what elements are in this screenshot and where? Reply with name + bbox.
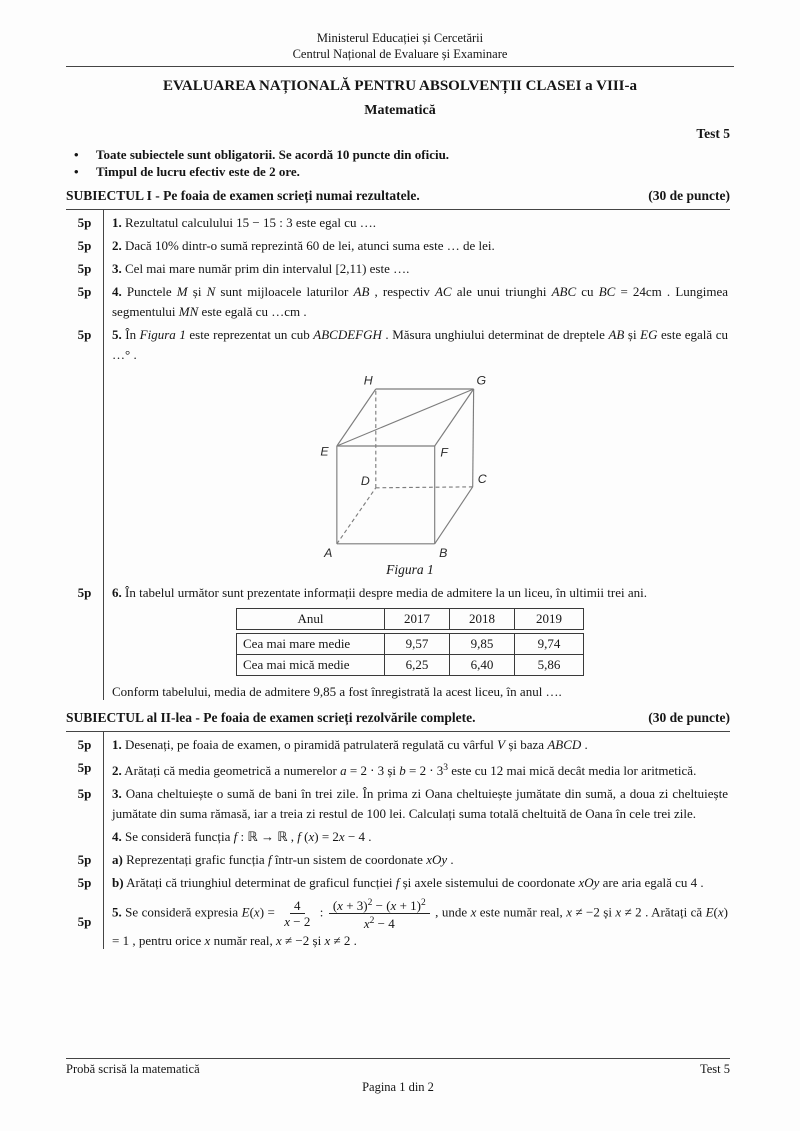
table-cell: Cea mai mare medie bbox=[237, 634, 385, 655]
figure-row bbox=[66, 368, 730, 580]
cube-edge-ad-dashed bbox=[337, 488, 376, 544]
item-row bbox=[66, 682, 730, 702]
points-cell bbox=[66, 827, 103, 847]
table-cell: 9,85 bbox=[450, 634, 515, 655]
item-row bbox=[66, 213, 730, 233]
item-text: 5. În Figura 1 este reprezentat un cub ABCDEFGH . Măsura unghiului determinat de dreptele AB și EG este egală cu …° . bbox=[112, 327, 728, 362]
item-row bbox=[66, 850, 730, 870]
table-row-block bbox=[66, 606, 730, 679]
table-header-cell: 2019 bbox=[515, 609, 584, 630]
table-header-cell: Anul bbox=[237, 609, 385, 630]
subject1-items bbox=[66, 209, 730, 702]
item-row bbox=[66, 259, 730, 279]
item-text: 1. Desenați, pe foaia de examen, o piramidă patrulateră regulată cu vârful V și baza ABCD . bbox=[112, 737, 588, 752]
points-cell: 5p bbox=[77, 261, 92, 276]
item-row bbox=[66, 896, 730, 951]
item-text: 2. Dacă 10% dintr-o sumă reprezintă 60 de lei, atunci suma este … de lei. bbox=[112, 238, 495, 253]
table-header-cell: 2018 bbox=[450, 609, 515, 630]
ministry-line-1: Ministerul Educației și Cercetării bbox=[316, 31, 484, 45]
table-cell: 9,57 bbox=[385, 634, 450, 655]
cube-figure bbox=[300, 370, 520, 578]
item-text: 4. Punctele M și N sunt mijloacele laturilor AB , respectiv AC ale unui triunghi ABC cu BC = 24cm . Lungimea segmentului MN este egală cu …cm . bbox=[112, 284, 729, 319]
table-cell: 6,40 bbox=[450, 655, 515, 676]
item-row bbox=[66, 236, 730, 256]
table-cell: 6,25 bbox=[385, 655, 450, 676]
footer-left: Probă scrisă la matematică bbox=[66, 1062, 200, 1076]
table-cell: Cea mai mică medie bbox=[237, 655, 385, 676]
item-text: 2. Arătați că media geometrică a numerelor a = 2 ⋅ 3 și $b = 2 \cdot 3^3$ este cu 12 mai mică decât media lor aritmetică. bbox=[112, 763, 697, 778]
table-row bbox=[237, 634, 584, 655]
points-cell: 5p bbox=[77, 284, 92, 299]
item-row bbox=[66, 735, 730, 755]
subject2-points-label: (30 de puncte) bbox=[648, 710, 730, 725]
footer-page-number: Pagina 1 din 2 bbox=[362, 1080, 434, 1094]
points-cell bbox=[66, 368, 103, 580]
vertex-label-e: E bbox=[320, 444, 329, 459]
vertex-label-d: D bbox=[360, 473, 370, 488]
item-text: a) Reprezentați grafic funcția f într-un sistem de coordonate xOy . bbox=[112, 852, 454, 867]
item-row bbox=[66, 325, 730, 365]
cube-svg bbox=[300, 370, 520, 560]
vertex-label-a: A bbox=[324, 546, 333, 560]
item-text: 1. Rezultatul calculului 15 − 15 : 3 este egal cu …. bbox=[112, 215, 377, 230]
subject2-heading bbox=[66, 710, 730, 726]
footer-rule bbox=[66, 1058, 730, 1059]
points-cell: 5p bbox=[77, 914, 92, 929]
header-rule bbox=[66, 66, 734, 67]
item-row bbox=[66, 583, 730, 603]
admission-table-header bbox=[236, 608, 584, 630]
cube-edge-cg bbox=[473, 389, 474, 487]
ministry-line-2: Centrul Național de Evaluare și Examinare bbox=[292, 47, 508, 61]
points-cell: 5p bbox=[77, 737, 92, 752]
exam-title: EVALUAREA NAȚIONALĂ PENTRU ABSOLVENȚII CLASEI a VIII-a bbox=[162, 78, 638, 94]
points-cell: 5p bbox=[77, 786, 92, 801]
points-cell: 5p bbox=[77, 238, 92, 253]
instruction-item bbox=[70, 147, 730, 164]
footer-right: Test 5 bbox=[699, 1062, 730, 1076]
points-cell: 5p bbox=[77, 852, 92, 867]
instruction-item bbox=[70, 164, 730, 181]
item-row bbox=[66, 827, 730, 847]
points-cell: 5p bbox=[77, 875, 92, 890]
item-row bbox=[66, 758, 730, 781]
table-container bbox=[103, 606, 730, 679]
test-label: Test 5 bbox=[696, 126, 730, 141]
vertex-label-g: G bbox=[476, 373, 487, 388]
ministry-header bbox=[0, 0, 800, 62]
item-row bbox=[66, 282, 730, 322]
page-footer bbox=[66, 1058, 730, 1095]
table-cell: 5,86 bbox=[515, 655, 584, 676]
admission-table bbox=[236, 608, 728, 676]
subject2-items bbox=[66, 731, 730, 951]
table-row bbox=[237, 655, 584, 676]
vertex-label-f: F bbox=[440, 445, 448, 460]
points-cell bbox=[66, 606, 103, 679]
figure-container bbox=[103, 368, 730, 580]
item-text: Conform tabelului, media de admitere 9,85 a fost înregistrată la acest liceu, în anul …. bbox=[112, 684, 562, 699]
cube-diagonal-eg bbox=[337, 389, 474, 446]
figure-caption: Figura 1 bbox=[386, 562, 434, 577]
admission-table-body bbox=[236, 633, 584, 676]
table-cell: 9,74 bbox=[515, 634, 584, 655]
item-text: 4. Se consideră funcția f : ℝ → ℝ , f (x) = 2x − 4 . bbox=[112, 829, 372, 844]
item-row bbox=[66, 784, 730, 824]
points-cell: 5p bbox=[77, 585, 92, 600]
vertex-label-c: C bbox=[477, 472, 487, 487]
points-cell: 5p bbox=[77, 760, 92, 775]
item-text: 6. În tabelul următor sunt prezentate informații despre media de admitere la un liceu, în ultimii trei ani. bbox=[112, 585, 647, 600]
item-text: 3. Oana cheltuiește o sumă de bani în trei zile. În prima zi Oana cheltuiește jumătate din sumă, a doua zi cheltuiește jumătate din suma rămasă, iar a treia zi restul de 100 lei. Calculați suma totală cheltuită de Oana în cele trei zile. bbox=[112, 786, 728, 821]
item-row bbox=[66, 873, 730, 893]
bullet-icon: • bbox=[74, 163, 79, 179]
item-text: 3. Cel mai mare număr prim din intervalul [2,11) este …. bbox=[112, 261, 410, 276]
vertex-label-b: B bbox=[439, 546, 448, 560]
item-text: b) Arătați că triunghiul determinat de graficul funcției f și axele sistemului de coordonate xOy are aria egală cu 4 . bbox=[112, 875, 704, 890]
subject2-heading-text: SUBIECTUL al II-lea - Pe foaia de examen scrieți rezolvările complete. bbox=[66, 710, 476, 725]
instruction-text: Toate subiectele sunt obligatorii. Se acordă 10 puncte din oficiu. bbox=[96, 147, 450, 162]
subject1-heading bbox=[66, 188, 730, 204]
points-cell: 5p bbox=[77, 327, 92, 342]
cube-edge-bc bbox=[435, 487, 473, 544]
vertex-label-h: H bbox=[363, 373, 373, 388]
subject1-points-label: (30 de puncte) bbox=[648, 188, 730, 203]
bullet-icon: • bbox=[74, 147, 79, 162]
table-header-cell: 2017 bbox=[385, 609, 450, 630]
exam-subject: Matematică bbox=[364, 103, 436, 118]
points-cell: 5p bbox=[77, 215, 92, 230]
subject1-heading-text: SUBIECTUL I - Pe foaia de examen scrieți numai rezultatele. bbox=[66, 188, 420, 203]
points-cell bbox=[66, 682, 103, 702]
cube-edge-dc-dashed bbox=[376, 487, 473, 488]
instructions-list bbox=[70, 147, 730, 180]
instruction-text: Timpul de lucru efectiv este de 2 ore. bbox=[96, 163, 300, 179]
item-text: 5. Se consideră expresia E(x) = $\frac{4}{x - 2}$ : $\frac{(x + 3)^2 - (x + 1)^2}{x^2 - 4}$ , unde x este număr real, x ≠ −2 și x ≠ 2 . Arătați că E(x) = 1 , pentru orice x număr real, x ≠ −2 și x ≠ 2 . bbox=[112, 898, 729, 948]
